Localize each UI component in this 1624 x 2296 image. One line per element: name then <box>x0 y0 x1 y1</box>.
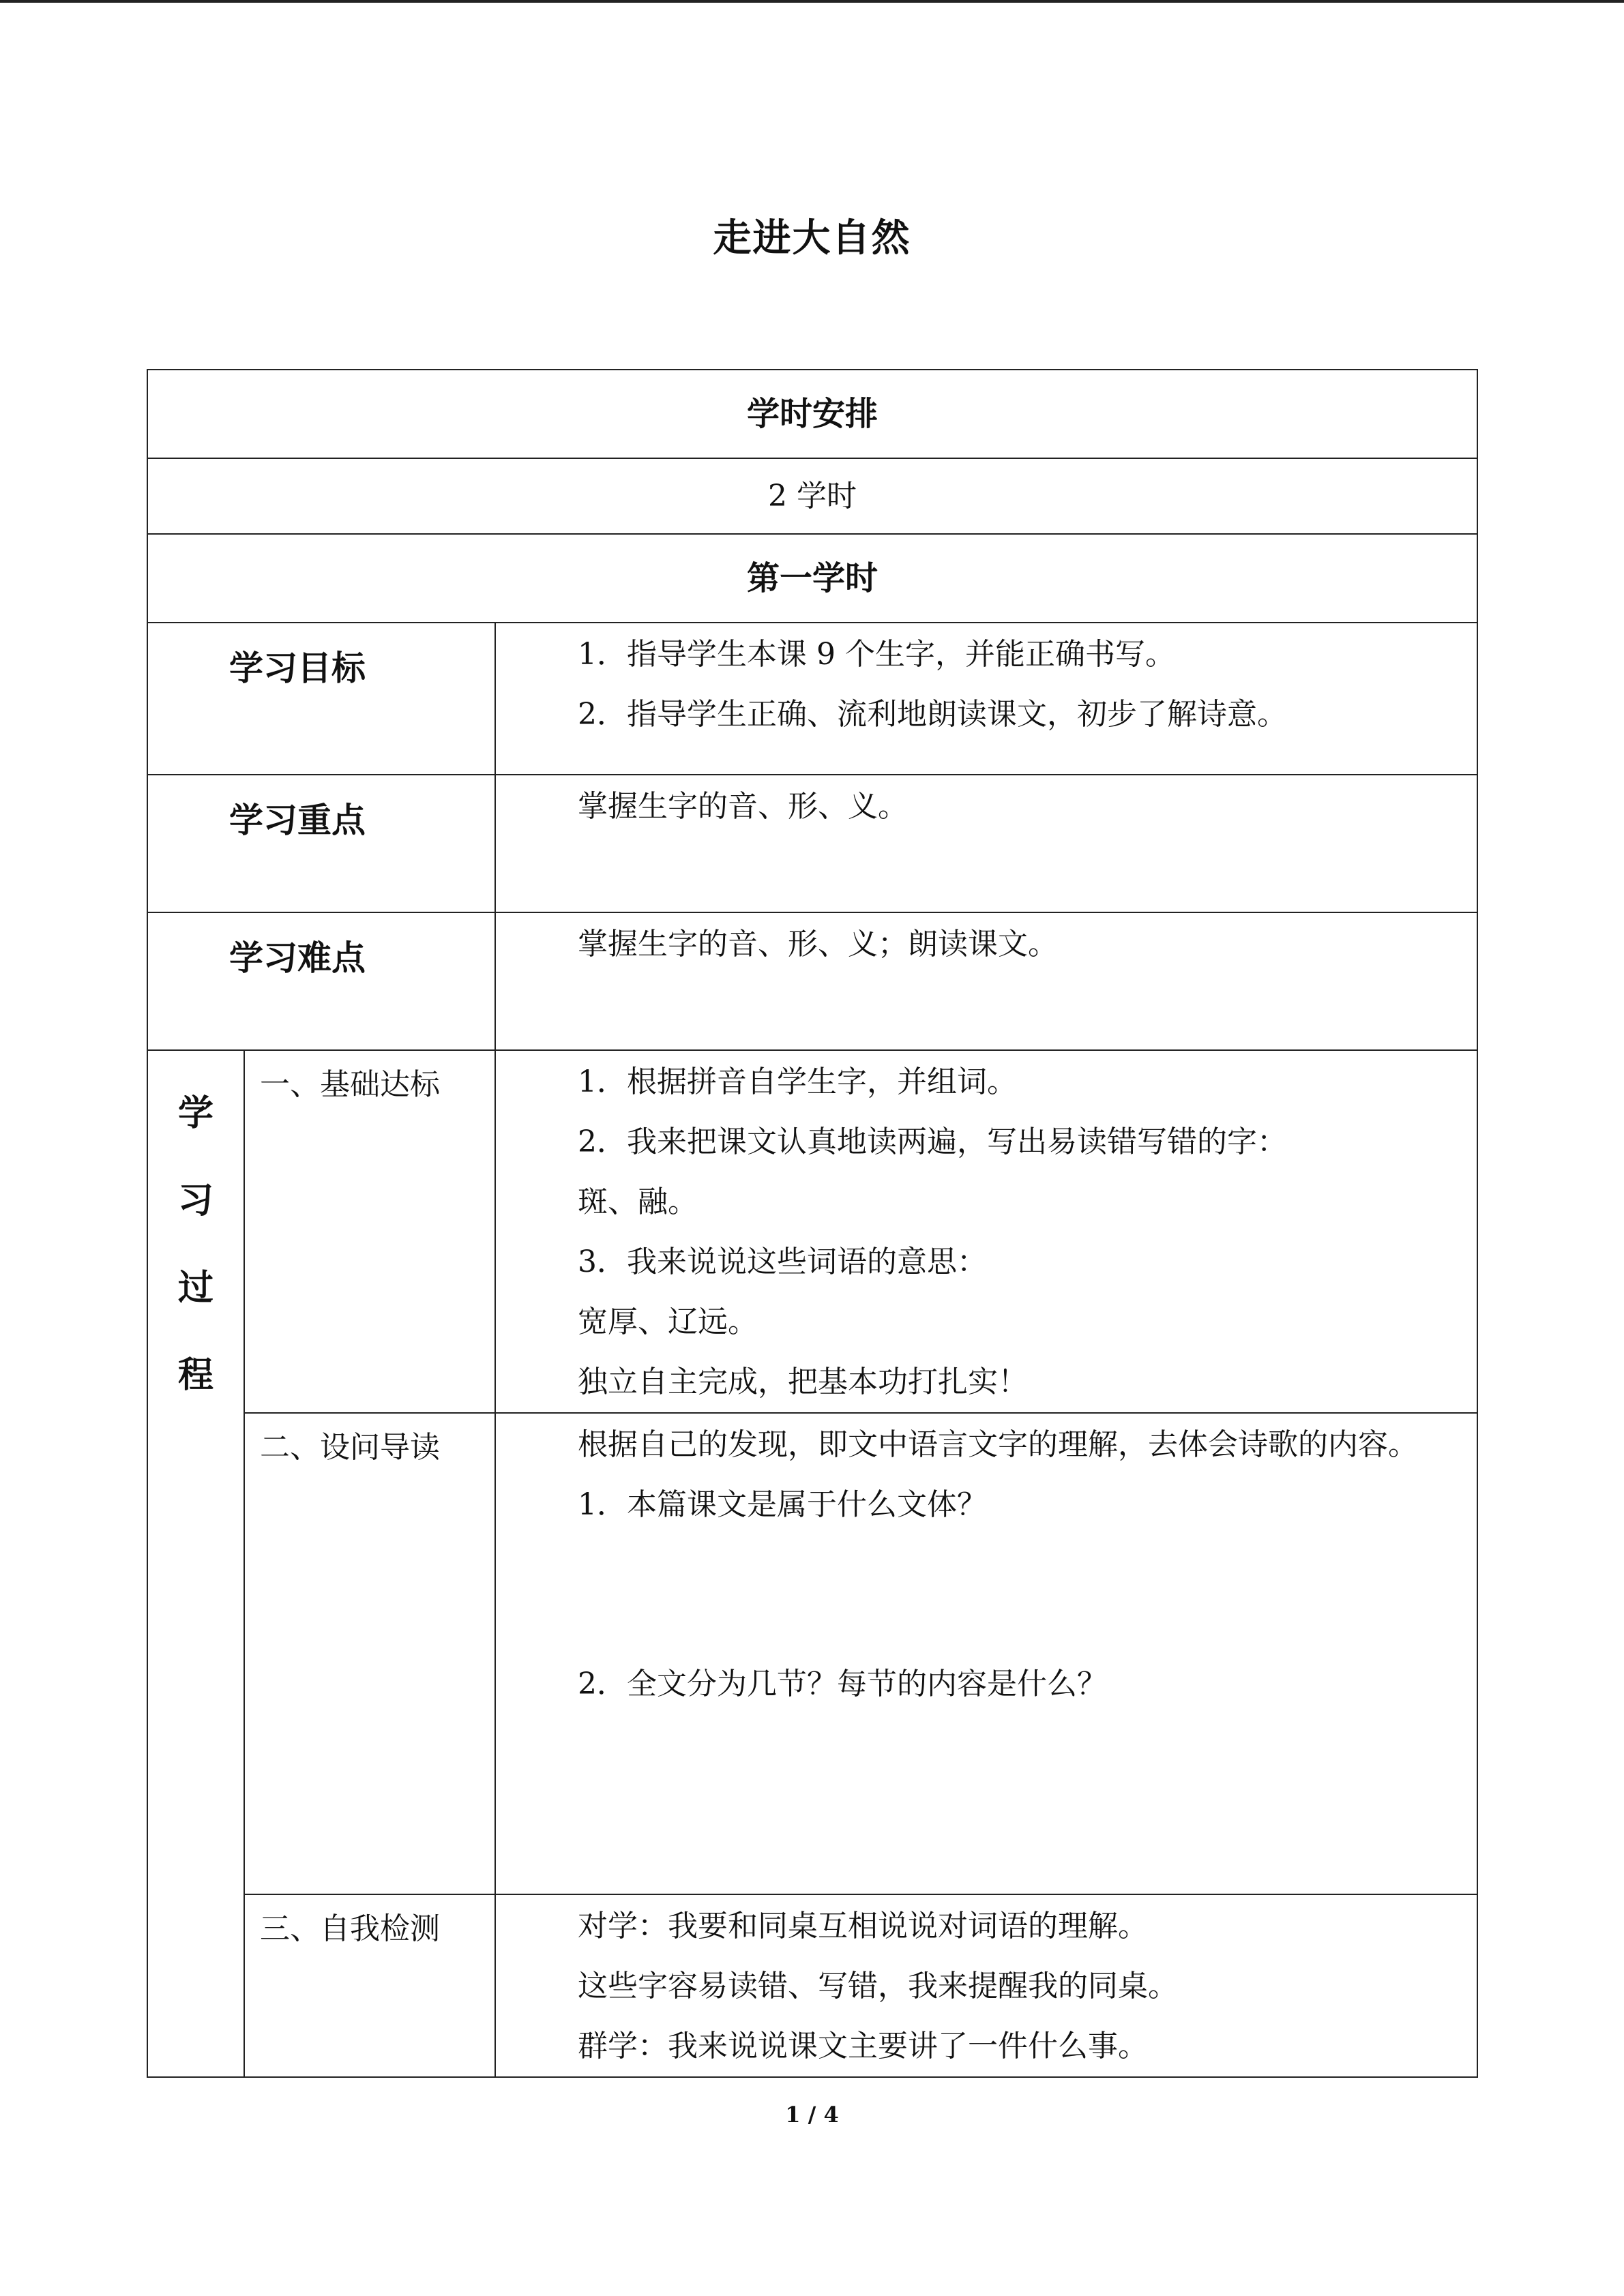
goal-item: 2．指导学生正确、流利地朗读课文，初步了解诗意。 <box>578 697 1287 732</box>
content-line: 根据自己的发现，即文中语言文字的理解，去体会诗歌的内容。 <box>578 1427 1418 1462</box>
schedule-header: 学时安排 <box>147 370 1477 458</box>
content-line: 群学：我来说说课文主要讲了一件什么事。 <box>578 2029 1148 2063</box>
process-label-char: 学 <box>177 1093 213 1134</box>
question-1: 1．本篇课文是属于什么文体？ <box>578 1487 987 1522</box>
key-points-text: 掌握生字的音、形、义。 <box>578 789 908 824</box>
process-label <box>147 1050 244 2077</box>
content-line: 1．根据拼音自学生字，并组词。 <box>578 1064 1017 1099</box>
process-row-basics <box>147 1050 1477 1413</box>
schedule-header-row <box>147 370 1477 458</box>
difficulties-row <box>147 912 1477 1050</box>
document-title: 走进大自然 <box>713 216 911 260</box>
section-label-guided-reading: 二、设问导读 <box>244 1413 495 1894</box>
schedule-value: 2 学时 <box>147 458 1477 534</box>
content-line: 这些字容易读错、写错，我来提醒我的同桌。 <box>578 1969 1178 2003</box>
question-2: 2．全文分为几节？每节的内容是什么？ <box>578 1667 1107 1701</box>
page-top-border <box>0 0 1624 3</box>
schedule-value-row <box>147 458 1477 534</box>
section-content-self-check <box>495 1894 1477 2077</box>
page-number: 1 / 4 <box>785 2102 839 2128</box>
process-label-char: 程 <box>177 1355 213 1396</box>
content-line: 3．我来说说这些词语的意思： <box>578 1244 987 1279</box>
difficulties-label: 学习难点 <box>147 912 495 1050</box>
key-points-content <box>495 775 1477 912</box>
process-label-char: 过 <box>177 1268 213 1309</box>
content-line: 斑、融。 <box>578 1184 698 1219</box>
content-line: 独立自主完成，把基本功打扎实！ <box>578 1365 1028 1399</box>
content-line: 2．我来把课文认真地读两遍，写出易读错写错的字： <box>578 1124 1287 1159</box>
goal-item: 1．指导学生本课 9 个生字，并能正确书写。 <box>578 637 1175 672</box>
session-header: 第一学时 <box>147 534 1477 623</box>
difficulties-text: 掌握生字的音、形、义；朗读课文。 <box>578 927 1058 961</box>
key-points-label: 学习重点 <box>147 775 495 912</box>
section-content-basics <box>495 1050 1477 1413</box>
section-label-basics: 一、基础达标 <box>244 1050 495 1413</box>
section-content-guided-reading <box>495 1413 1477 1894</box>
content-line: 宽厚、辽远。 <box>578 1304 758 1339</box>
key-points-row <box>147 775 1477 912</box>
goals-content <box>495 623 1477 775</box>
content-line: 对学：我要和同桌互相说说对词语的理解。 <box>578 1909 1148 1943</box>
section-label-self-check: 三、自我检测 <box>244 1894 495 2077</box>
answer-space <box>510 1535 1463 1654</box>
process-row-guided-reading <box>147 1413 1477 1894</box>
process-row-self-check <box>147 1894 1477 2077</box>
process-label-char: 习 <box>177 1180 213 1221</box>
lesson-plan-table <box>147 369 1478 2078</box>
goals-row <box>147 623 1477 775</box>
difficulties-content <box>495 912 1477 1050</box>
session-header-row <box>147 534 1477 623</box>
goals-label: 学习目标 <box>147 623 495 775</box>
